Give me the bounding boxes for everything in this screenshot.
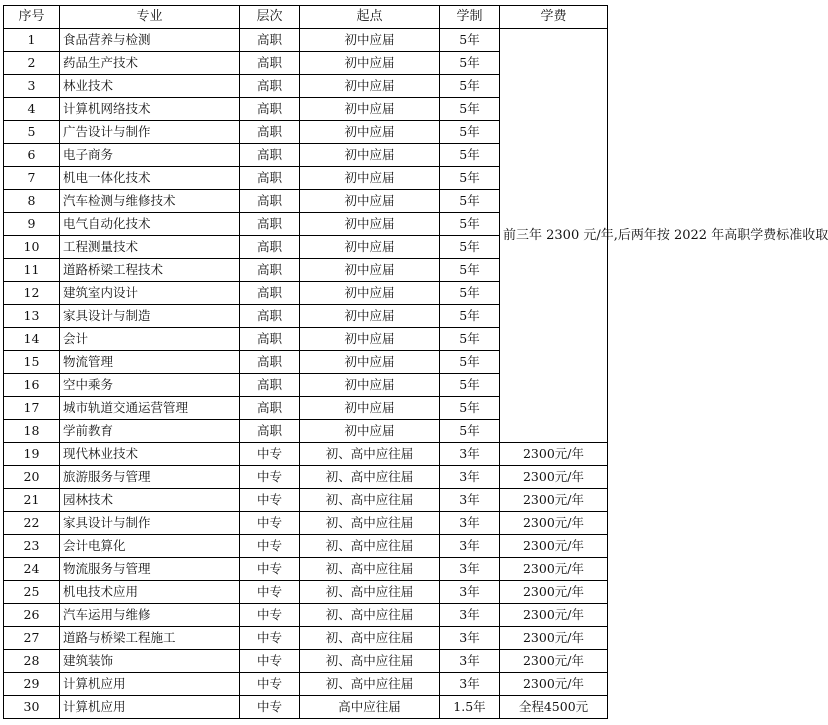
cell-level: 高职 bbox=[240, 374, 300, 397]
table-row bbox=[4, 535, 608, 558]
cell-major: 机电一体化技术 bbox=[60, 167, 240, 190]
cell-years: 5年 bbox=[440, 420, 500, 443]
cell-years: 5年 bbox=[440, 236, 500, 259]
cell-major: 家具设计与制作 bbox=[60, 512, 240, 535]
cell-level: 中专 bbox=[240, 512, 300, 535]
cell-years: 5年 bbox=[440, 374, 500, 397]
cell-major: 现代林业技术 bbox=[60, 443, 240, 466]
header-row bbox=[4, 6, 608, 29]
cell-major: 汽车运用与维修 bbox=[60, 604, 240, 627]
cell-no: 1 bbox=[4, 29, 60, 52]
header-fee: 学费 bbox=[500, 6, 608, 29]
cell-major: 汽车检测与维修技术 bbox=[60, 190, 240, 213]
cell-years: 3年 bbox=[440, 650, 500, 673]
cell-no: 12 bbox=[4, 282, 60, 305]
cell-level: 中专 bbox=[240, 443, 300, 466]
cell-no: 2 bbox=[4, 52, 60, 75]
cell-level: 中专 bbox=[240, 466, 300, 489]
cell-start: 初中应届 bbox=[300, 167, 440, 190]
cell-start: 初中应届 bbox=[300, 374, 440, 397]
cell-start: 初中应届 bbox=[300, 259, 440, 282]
cell-fee: 2300元/年 bbox=[500, 627, 608, 650]
cell-major: 电气自动化技术 bbox=[60, 213, 240, 236]
cell-start: 初中应届 bbox=[300, 190, 440, 213]
cell-start: 初中应届 bbox=[300, 351, 440, 374]
cell-major: 园林技术 bbox=[60, 489, 240, 512]
cell-level: 高职 bbox=[240, 282, 300, 305]
table-row bbox=[4, 489, 608, 512]
cell-major: 家具设计与制造 bbox=[60, 305, 240, 328]
header-no: 序号 bbox=[4, 6, 60, 29]
cell-start: 初、高中应往届 bbox=[300, 604, 440, 627]
cell-start: 初中应届 bbox=[300, 420, 440, 443]
cell-years: 5年 bbox=[440, 328, 500, 351]
cell-no: 14 bbox=[4, 328, 60, 351]
cell-no: 29 bbox=[4, 673, 60, 696]
table-row bbox=[4, 604, 608, 627]
cell-major: 计算机应用 bbox=[60, 696, 240, 719]
cell-start: 初、高中应往届 bbox=[300, 650, 440, 673]
cell-level: 高职 bbox=[240, 236, 300, 259]
cell-major: 计算机网络技术 bbox=[60, 98, 240, 121]
cell-level: 中专 bbox=[240, 604, 300, 627]
cell-level: 高职 bbox=[240, 328, 300, 351]
cell-no: 26 bbox=[4, 604, 60, 627]
table-row bbox=[4, 627, 608, 650]
cell-level: 中专 bbox=[240, 535, 300, 558]
cell-major: 机电技术应用 bbox=[60, 581, 240, 604]
cell-major: 道路桥梁工程技术 bbox=[60, 259, 240, 282]
cell-no: 6 bbox=[4, 144, 60, 167]
cell-level: 高职 bbox=[240, 75, 300, 98]
cell-start: 初、高中应往届 bbox=[300, 443, 440, 466]
cell-level: 高职 bbox=[240, 144, 300, 167]
cell-start: 初、高中应往届 bbox=[300, 673, 440, 696]
cell-fee-merged: 前三年 2300 元/年,后两年按 2022 年高职学费标准收取 bbox=[500, 29, 608, 443]
cell-major: 道路与桥梁工程施工 bbox=[60, 627, 240, 650]
cell-major: 工程测量技术 bbox=[60, 236, 240, 259]
cell-major: 会计 bbox=[60, 328, 240, 351]
table-row bbox=[4, 512, 608, 535]
cell-years: 3年 bbox=[440, 512, 500, 535]
table-body bbox=[4, 29, 828, 719]
cell-level: 高职 bbox=[240, 121, 300, 144]
cell-no: 25 bbox=[4, 581, 60, 604]
cell-major: 会计电算化 bbox=[60, 535, 240, 558]
cell-start: 初中应届 bbox=[300, 328, 440, 351]
cell-level: 高职 bbox=[240, 29, 300, 52]
cell-major: 学前教育 bbox=[60, 420, 240, 443]
cell-no: 5 bbox=[4, 121, 60, 144]
cell-years: 3年 bbox=[440, 489, 500, 512]
cell-no: 27 bbox=[4, 627, 60, 650]
cell-years: 5年 bbox=[440, 213, 500, 236]
cell-years: 5年 bbox=[440, 29, 500, 52]
cell-years: 5年 bbox=[440, 305, 500, 328]
cell-major: 食品营养与检测 bbox=[60, 29, 240, 52]
cell-start: 初中应届 bbox=[300, 75, 440, 98]
cell-no: 9 bbox=[4, 213, 60, 236]
cell-years: 3年 bbox=[440, 627, 500, 650]
cell-major: 计算机应用 bbox=[60, 673, 240, 696]
cell-level: 中专 bbox=[240, 489, 300, 512]
cell-no: 3 bbox=[4, 75, 60, 98]
cell-no: 30 bbox=[4, 696, 60, 719]
cell-no: 24 bbox=[4, 558, 60, 581]
cell-major: 电子商务 bbox=[60, 144, 240, 167]
cell-no: 17 bbox=[4, 397, 60, 420]
cell-major: 物流管理 bbox=[60, 351, 240, 374]
table-row bbox=[4, 650, 608, 673]
cell-years: 5年 bbox=[440, 167, 500, 190]
cell-fee: 2300元/年 bbox=[500, 604, 608, 627]
cell-start: 初、高中应往届 bbox=[300, 466, 440, 489]
cell-major: 旅游服务与管理 bbox=[60, 466, 240, 489]
cell-start: 初中应届 bbox=[300, 213, 440, 236]
cell-years: 3年 bbox=[440, 443, 500, 466]
cell-no: 11 bbox=[4, 259, 60, 282]
cell-fee: 2300元/年 bbox=[500, 673, 608, 696]
cell-years: 5年 bbox=[440, 52, 500, 75]
cell-fee: 2300元/年 bbox=[500, 581, 608, 604]
cell-fee: 2300元/年 bbox=[500, 558, 608, 581]
cell-level: 中专 bbox=[240, 627, 300, 650]
cell-start: 初、高中应往届 bbox=[300, 489, 440, 512]
cell-fee: 2300元/年 bbox=[500, 443, 608, 466]
cell-level: 高职 bbox=[240, 259, 300, 282]
cell-no: 15 bbox=[4, 351, 60, 374]
cell-no: 20 bbox=[4, 466, 60, 489]
cell-no: 13 bbox=[4, 305, 60, 328]
table-row bbox=[4, 466, 608, 489]
cell-fee: 2300元/年 bbox=[500, 512, 608, 535]
cell-start: 初中应届 bbox=[300, 305, 440, 328]
cell-major: 建筑装饰 bbox=[60, 650, 240, 673]
cell-no: 16 bbox=[4, 374, 60, 397]
cell-level: 高职 bbox=[240, 305, 300, 328]
cell-level: 高职 bbox=[240, 98, 300, 121]
cell-years: 3年 bbox=[440, 535, 500, 558]
table-row bbox=[4, 696, 608, 719]
header-start: 起点 bbox=[300, 6, 440, 29]
cell-level: 高职 bbox=[240, 213, 300, 236]
cell-years: 5年 bbox=[440, 121, 500, 144]
cell-years: 5年 bbox=[440, 397, 500, 420]
cell-years: 5年 bbox=[440, 282, 500, 305]
cell-level: 中专 bbox=[240, 696, 300, 719]
cell-no: 22 bbox=[4, 512, 60, 535]
table-row bbox=[4, 558, 608, 581]
table-row bbox=[4, 443, 608, 466]
cell-start: 初、高中应往届 bbox=[300, 581, 440, 604]
cell-years: 1.5年 bbox=[440, 696, 500, 719]
cell-level: 中专 bbox=[240, 650, 300, 673]
cell-start: 初、高中应往届 bbox=[300, 535, 440, 558]
cell-start: 初中应届 bbox=[300, 282, 440, 305]
header-years: 学制 bbox=[440, 6, 500, 29]
cell-years: 3年 bbox=[440, 466, 500, 489]
cell-start: 初、高中应往届 bbox=[300, 627, 440, 650]
cell-years: 3年 bbox=[440, 581, 500, 604]
cell-no: 23 bbox=[4, 535, 60, 558]
cell-start: 初、高中应往届 bbox=[300, 512, 440, 535]
cell-start: 高中应往届 bbox=[300, 696, 440, 719]
cell-no: 18 bbox=[4, 420, 60, 443]
table-row bbox=[4, 29, 608, 52]
cell-fee: 2300元/年 bbox=[500, 650, 608, 673]
cell-no: 19 bbox=[4, 443, 60, 466]
cell-level: 高职 bbox=[240, 351, 300, 374]
cell-level: 高职 bbox=[240, 190, 300, 213]
cell-level: 高职 bbox=[240, 397, 300, 420]
header-level: 层次 bbox=[240, 6, 300, 29]
cell-level: 中专 bbox=[240, 581, 300, 604]
cell-no: 7 bbox=[4, 167, 60, 190]
cell-start: 初中应届 bbox=[300, 52, 440, 75]
cell-major: 城市轨道交通运营管理 bbox=[60, 397, 240, 420]
cell-no: 8 bbox=[4, 190, 60, 213]
cell-start: 初中应届 bbox=[300, 121, 440, 144]
cell-years: 5年 bbox=[440, 351, 500, 374]
cell-years: 3年 bbox=[440, 558, 500, 581]
cell-years: 3年 bbox=[440, 604, 500, 627]
cell-no: 21 bbox=[4, 489, 60, 512]
cell-years: 5年 bbox=[440, 190, 500, 213]
cell-fee: 2300元/年 bbox=[500, 466, 608, 489]
cell-level: 高职 bbox=[240, 420, 300, 443]
cell-fee: 全程4500元 bbox=[500, 696, 608, 719]
cell-fee: 2300元/年 bbox=[500, 535, 608, 558]
cell-level: 中专 bbox=[240, 558, 300, 581]
cell-no: 28 bbox=[4, 650, 60, 673]
majors-table bbox=[3, 5, 828, 719]
cell-major: 广告设计与制作 bbox=[60, 121, 240, 144]
cell-start: 初中应届 bbox=[300, 236, 440, 259]
cell-fee: 2300元/年 bbox=[500, 489, 608, 512]
cell-level: 中专 bbox=[240, 673, 300, 696]
cell-start: 初中应届 bbox=[300, 397, 440, 420]
cell-no: 4 bbox=[4, 98, 60, 121]
table-row bbox=[4, 673, 608, 696]
cell-major: 建筑室内设计 bbox=[60, 282, 240, 305]
cell-no: 10 bbox=[4, 236, 60, 259]
cell-start: 初中应届 bbox=[300, 144, 440, 167]
header-major: 专业 bbox=[60, 6, 240, 29]
cell-major: 药品生产技术 bbox=[60, 52, 240, 75]
cell-start: 初中应届 bbox=[300, 98, 440, 121]
cell-years: 5年 bbox=[440, 75, 500, 98]
table-row bbox=[4, 581, 608, 604]
cell-major: 林业技术 bbox=[60, 75, 240, 98]
cell-level: 高职 bbox=[240, 167, 300, 190]
cell-years: 5年 bbox=[440, 144, 500, 167]
cell-major: 空中乘务 bbox=[60, 374, 240, 397]
cell-years: 5年 bbox=[440, 98, 500, 121]
cell-major: 物流服务与管理 bbox=[60, 558, 240, 581]
cell-level: 高职 bbox=[240, 52, 300, 75]
cell-years: 5年 bbox=[440, 259, 500, 282]
cell-years: 3年 bbox=[440, 673, 500, 696]
cell-start: 初中应届 bbox=[300, 29, 440, 52]
cell-start: 初、高中应往届 bbox=[300, 558, 440, 581]
